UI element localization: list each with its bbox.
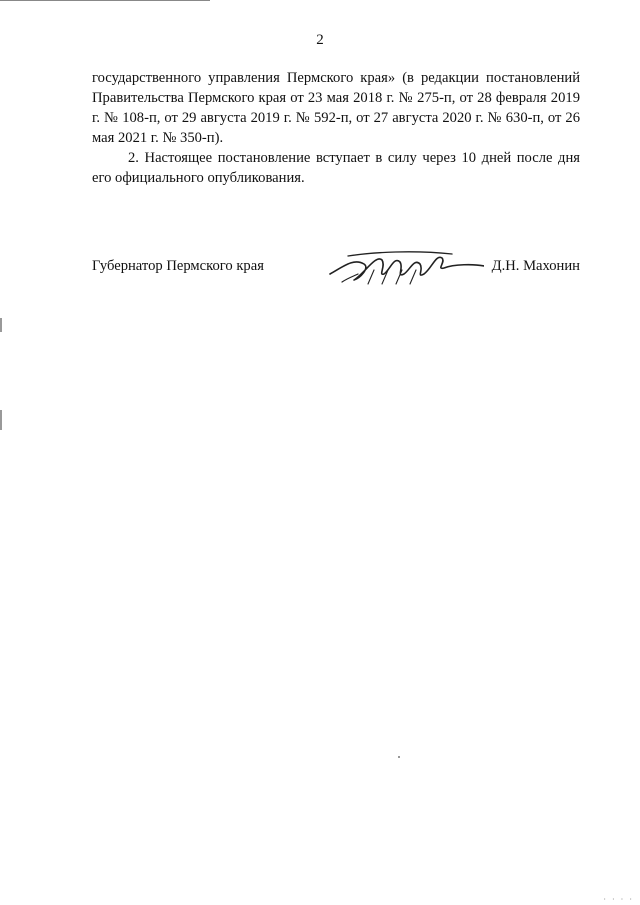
- scan-dots: · · · ·: [603, 895, 634, 904]
- scan-edge-mark: [0, 318, 2, 332]
- paragraph-2: 2. Настоящее постановление вступает в силу через 10 дней после дня его официального опубликования.: [92, 150, 580, 186]
- signatory-title: Губернатор Пермского края: [92, 258, 264, 274]
- scan-speck: [398, 756, 400, 758]
- scan-edge-mark: [0, 410, 2, 430]
- document-body: [92, 68, 580, 188]
- page-number: 2: [316, 32, 324, 48]
- handwritten-signature: [324, 244, 484, 290]
- signatory-name: Д.Н. Махонин: [491, 258, 580, 274]
- top-rule: [0, 0, 210, 1]
- paragraph-continuation: государственного управления Пермского края» (в редакции постановлений Правительства Пермского края от 23 мая 2018 г. № 275-п, от 28 февраля 2019 г. № 108-п, от 29 августа 2019 г. № 592-п, от 27 августа 2020 г. № 630-п, от 26 мая 2021 г. № 350-п).: [92, 70, 580, 146]
- signature-block: [92, 244, 580, 294]
